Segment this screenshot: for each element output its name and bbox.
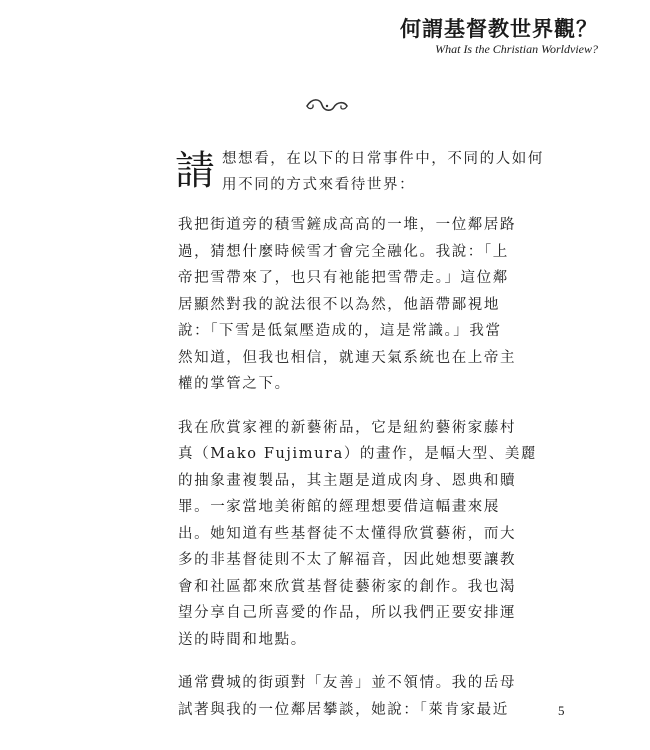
text-line: 帝把雪帶來了，也只有祂能把雪帶走。」這位鄰 — [178, 270, 509, 286]
page-number: 5 — [558, 703, 565, 718]
text-line: 我在欣賞家裡的新藝術品，它是紐約藝術家藤村 — [178, 419, 517, 436]
text-line: 權的掌管之下。 — [178, 376, 291, 392]
drop-cap: 請 — [175, 148, 215, 194]
text-line: 居顯然對我的說法很不以為然，他語帶鄙視地 — [178, 296, 500, 313]
text-line: 出。她知道有些基督徒不太懂得欣賞藝術，而大 — [178, 525, 517, 542]
text-line: 真（Mako Fujimura）的畫作，是幅大型、美麗 — [178, 446, 538, 462]
text-line: 說：「下雪是低氣壓造成的，這是常識。」我當 — [178, 323, 502, 339]
text-line: 多的非基督徒則不太了解福音，因此她想要讓教 — [178, 552, 517, 568]
text-line: 試著與我的一位鄰居攀談，她說：「萊肯家最近 — [178, 701, 509, 718]
paragraph-snow — [178, 212, 517, 398]
opening-line: 想想看，在以下的日常事件中，不同的人如何 — [222, 151, 544, 167]
text-line: 的抽象畫複製品，其主題是道成肉身、恩典和贖 — [178, 472, 517, 489]
text-line: 送的時間和地點。 — [178, 631, 307, 648]
page-body — [175, 148, 544, 740]
paragraph-philadelphia — [178, 670, 517, 723]
text-line: 過，猜想什麼時候雪才會完全融化。我說：「上 — [178, 243, 509, 260]
opening-paragraph — [175, 148, 544, 200]
text-line: 我把街道旁的積雪鏟成高高的一堆，一位鄰居路 — [178, 217, 517, 233]
text-line: 會和社區都來欣賞基督徒藝術家的創作。我也渴 — [178, 578, 517, 595]
header-title-english: What Is the Christian Worldview? — [435, 42, 598, 56]
header-title-chinese: 何謂基督教世界觀？ — [400, 16, 598, 41]
swirl-ornament-icon — [304, 96, 350, 116]
text-line: 通常費城的街頭對「友善」並不領情。我的岳母 — [178, 675, 517, 691]
paragraph-art — [178, 415, 538, 654]
text-line: 罪。一家當地美術館的經理想要借這幅畫來展 — [178, 499, 500, 515]
text-line: 然知道，但我也相信，就連天氣系統也在上帝主 — [178, 349, 517, 366]
running-header — [400, 16, 598, 56]
opening-line: 用不同的方式來看待世界： — [222, 177, 416, 193]
text-line: 望分享自己所喜愛的作品，所以我們正要安排運 — [178, 605, 517, 621]
